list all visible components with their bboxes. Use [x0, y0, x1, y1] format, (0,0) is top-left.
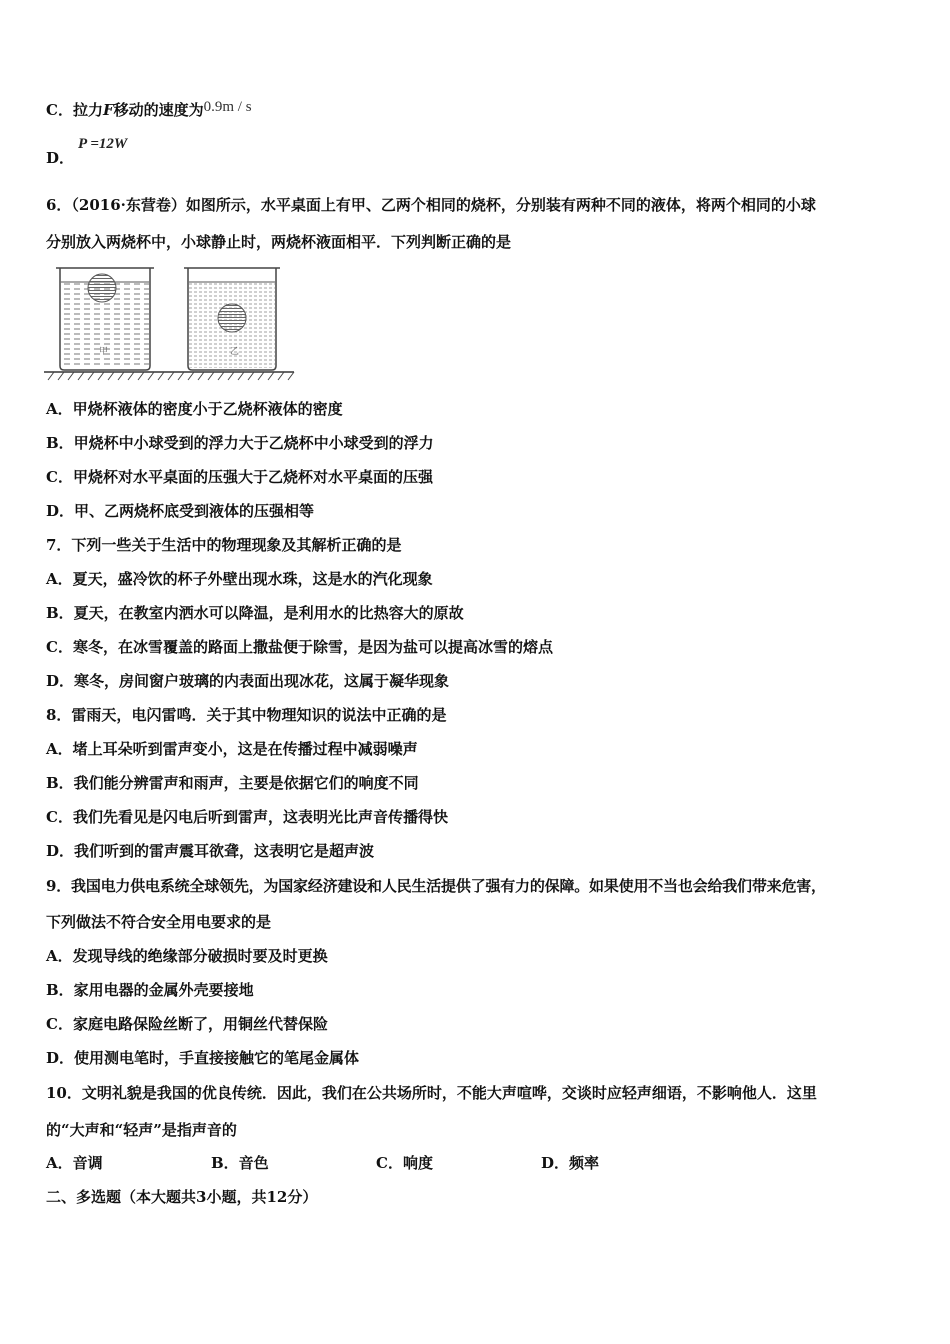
- q8-stem: 8．雷雨天，电闪雷鸣．关于其中物理知识的说法中正确的是: [46, 706, 447, 724]
- q9-stem-line1: 9．我国电力供电系统全球领先，为国家经济建设和人民生活提供了强有力的保障。如果使用不当也会给我们带来危害，: [46, 877, 826, 895]
- q5-option-c: [46, 100, 252, 121]
- q10-option-b: B．音色: [211, 1154, 269, 1172]
- q9-stem-line2: 下列做法不符合安全用电要求的是: [46, 913, 272, 931]
- q8-option-b: B．我们能分辨雷声和雨声，主要是依据它们的响度不同: [46, 774, 419, 792]
- q5-option-c-value: 0.9m / s: [203, 99, 252, 115]
- q9-option-b: B．家用电器的金属外壳要接地: [46, 981, 254, 999]
- q6-stem-line1: 6．（2016·东营卷）如图所示，水平桌面上有甲、乙两个相同的烧杯，分别装有两种不同的液体，将两个相同的小球: [46, 196, 816, 214]
- beaker-yi: [184, 268, 280, 370]
- q9-option-a: A．发现导线的绝缘部分破损时要及时更换: [46, 947, 328, 965]
- beaker-jia: [56, 268, 154, 370]
- q8-option-a: A．堵上耳朵听到雷声变小，这是在传播过程中减弱噪声: [46, 740, 418, 758]
- q5-option-c-prefix: C．拉力: [46, 101, 103, 119]
- q7-stem: 7．下列一些关于生活中的物理现象及其解析正确的是: [46, 536, 402, 554]
- q9-option-c: C．家庭电路保险丝断了，用铜丝代替保险: [46, 1015, 328, 1033]
- q9-option-d: D．使用测电笔时，手直接接触它的笔尾金属体: [46, 1049, 360, 1067]
- section2-heading: 二、多选题（本大题共3小题，共12分）: [46, 1188, 318, 1206]
- q7-option-c: C．寒冬，在冰雪覆盖的路面上撒盐便于除雪，是因为盐可以提高冰雪的熔点: [46, 638, 553, 656]
- q5-option-d-value: P =12W: [78, 136, 128, 152]
- q10-stem-line2: 的“大声和“轻声”是指声音的: [46, 1121, 237, 1139]
- q5-option-c-text: 移动的速度为: [113, 101, 204, 119]
- q10-stem-line1: 10．文明礼貌是我国的优良传统．因此，我们在公共场所时，不能大声喧哗，交谈时应轻声细语，不影响他人．这里: [46, 1084, 817, 1102]
- q6-option-c: C．甲烧杯对水平桌面的压强大于乙烧杯对水平桌面的压强: [46, 468, 433, 486]
- q5-option-c-variable: F: [102, 101, 114, 119]
- q7-option-b: B．夏天，在教室内洒水可以降温，是利用水的比热容大的原故: [46, 604, 464, 622]
- q7-option-d: D．寒冬，房间窗户玻璃的内表面出现冰花，这属于凝华现象: [46, 672, 450, 690]
- ball-jia: [88, 274, 116, 302]
- q6-beakers-figure: [44, 262, 296, 384]
- q6-option-d: D．甲、乙两烧杯底受到液体的压强相等: [46, 502, 315, 520]
- q6-option-b: B．甲烧杯中小球受到的浮力大于乙烧杯中小球受到的浮力: [46, 434, 434, 452]
- q8-option-d: D．我们听到的雷声震耳欲聋，这表明它是超声波: [46, 842, 375, 860]
- q5-option-d-label: D．: [46, 149, 75, 167]
- beaker-jia-label: 甲: [99, 347, 109, 357]
- q8-option-c: C．我们先看见是闪电后听到雷声，这表明光比声音传播得快: [46, 808, 448, 826]
- ball-yi: [218, 304, 246, 332]
- q10-option-a: A．音调: [46, 1154, 103, 1172]
- table-surface: [44, 372, 294, 380]
- q10-option-c: C．响度: [376, 1154, 433, 1172]
- q10-option-d: D．频率: [541, 1154, 600, 1172]
- q6-stem-line2: 分别放入两烧杯中，小球静止时，两烧杯液面相平．下列判断正确的是: [46, 233, 512, 251]
- q7-option-a: A．夏天，盛冷饮的杯子外壁出现水珠，这是水的汽化现象: [46, 570, 433, 588]
- beaker-yi-label: 乙: [230, 347, 240, 357]
- q6-option-a: A．甲烧杯液体的密度小于乙烧杯液体的密度: [46, 400, 343, 418]
